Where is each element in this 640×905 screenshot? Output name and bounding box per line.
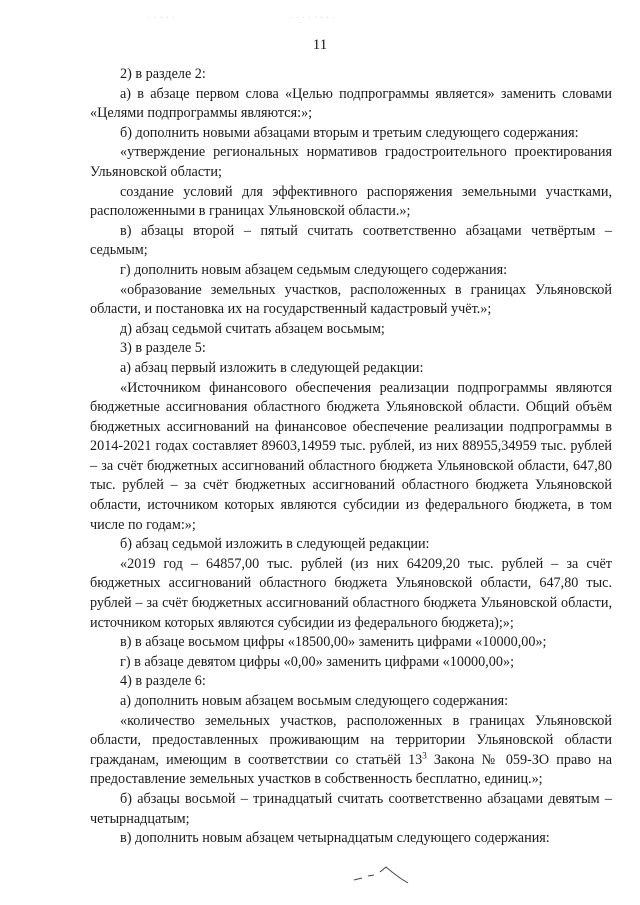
paragraph: в) абзацы второй – пятый считать соответственно абзацами четвёртым – седьмым; (90, 222, 612, 259)
paragraph: «2019 год – 64857,00 тыс. рублей (из них 64209,20 тыс. рублей – за счёт бюджетных ассигнований областного бюджета Ульяновской области, 647,80 тыс. рублей – за счёт бюджетных ассигнований областного бюджета Ульяновской области, источником которых являются субсидии из федерального бюджета);»; (90, 555, 612, 631)
paragraph: б) абзацы восьмой – тринадцатый считать соответственно абзацами девятым – четырнадцатым; (90, 790, 612, 827)
scan-marks (344, 858, 424, 888)
paragraph: «утверждение региональных нормативов градостроительного проектирования Ульяновской области; (90, 144, 612, 180)
paragraph: а) в абзаце первом слова «Целью подпрограммы является» заменить словами «Целями подпрограммы являются:»; (90, 85, 612, 122)
scan-artifact: · · · · · · · · (290, 14, 336, 22)
paragraph: д) абзац седьмой считать абзацем восьмым; (120, 320, 385, 337)
paragraph: г) в абзаце девятом цифры «0,00» заменить цифрами «10000,00»; (120, 653, 515, 670)
page-number: 11 (312, 37, 328, 53)
paragraph: в) в абзаце восьмом цифры «18500,00» заменить цифрами «10000,00»; (120, 634, 547, 651)
paragraph: б) дополнить новыми абзацами вторым и третьим следующего содержания: (120, 124, 579, 141)
paragraph: «образование земельных участков, расположенных в границах Ульяновской области, и постановка их на государственный кадастровый учёт.»; (90, 281, 612, 318)
paragraph-text: Закона № 059-ЗО право на предоставление земельных участков в собственность бесплатно, единиц.»; (90, 751, 612, 788)
scan-artifact: · · · · · (148, 14, 176, 22)
paragraph: а) абзац первый изложить в следующей редакции: (120, 359, 424, 376)
paragraph-text: «количество земельных участков, расположенных в границах Ульяновской области, предоставленных проживающим на территории Ульяновской области гражданам, имеющим в соответствии со статьёй 13 (90, 712, 612, 768)
paragraph: «Источником финансового обеспечения реализации подпрограммы являются бюджетные ассигнования областного бюджета Ульяновской области. Общий объём бюджетных ассигнований на финансовое обеспечение реализации подпрограммы в 2014-2021 годах составляет 89603,14959 тыс. рублей, из них 88955,34959 тыс. рублей – за счёт бюджетных ассигнований областного бюджета Ульяновской области, 647,80 тыс. рублей – за счёт бюджетных ассигнований областного бюджета Ульяновской области, источником которых являются субсидии из федерального бюджета, в том числе по годам:»; (90, 379, 612, 533)
paragraph: г) дополнить новым абзацем седьмым следующего содержания: (120, 261, 508, 278)
paragraph: 4) в разделе 6: (120, 673, 206, 690)
superscript: 3 (422, 750, 427, 761)
paragraph: б) абзац седьмой изложить в следующей редакции: (120, 536, 430, 553)
paragraph: в) дополнить новым абзацем четырнадцатым следующего содержания: (120, 830, 550, 847)
paragraph: создание условий для эффективного распоряжения земельными участками, расположенными в границах Ульяновской области.»; (90, 183, 612, 220)
paragraph: 2) в разделе 2: (120, 66, 206, 82)
document-body (90, 65, 612, 849)
paragraph: а) дополнить новым абзацем восьмым следующего содержания: (120, 693, 509, 709)
paragraph-with-superscript (90, 712, 612, 790)
paragraph: 3) в разделе 5: (120, 340, 206, 357)
